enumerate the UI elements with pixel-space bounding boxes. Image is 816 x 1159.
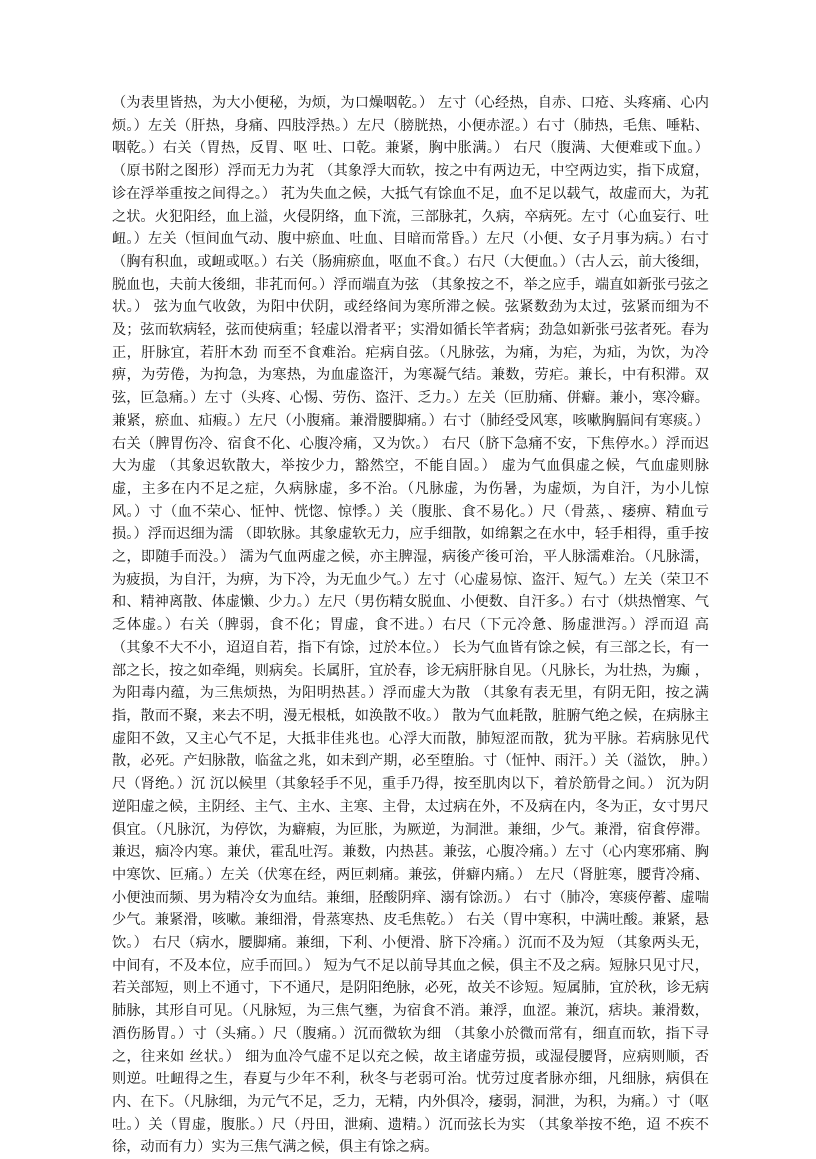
body-paragraph: （为表里皆热，为大小便秘，为烦，为口燥咽乾。） 左寸（心经热，自赤、口疮、头疼痛、心内烦。）左关（肝热，身痛、四肢浮热。）左尺（膀胱热，小便赤涩。）右寸（肺热，毛焦、唾粘、咽乾。）右关（胃热，反胃、呕 吐、口乾。兼紧，胸中胀满。） 右尺（腹满、大便难或下血。） （原书附之图形）浮而无力为芤 （其象浮大而软，按之中有两边无，中空两边实，指下成窟，诊在浮举重按之间得之。） 芤为失血之候，大抵气有馀血不足，血不足以载气，故虚而大，为芤之状。火犯阳经，血上溢，火侵阴络，血下流，三部脉芤，久病，卒病死。左寸（心血妄行、吐衄。）左关（恒间血气动、腹中瘀血、吐血、目暗而常昏。）左尺（小便、女子月事为病。）右寸（胸有积血，或衄或呕。）右关（肠痈瘀血，呕血不食。）右尺（大便血。）（古人云，前大後细，脱血也，夫前大後细，非芤而何。）浮而端直为弦 （其象按之不，举之应手，端直如新张弓弦之状。） 弦为血气收敛，为阳中伏阴，或经络间为寒所滞之候。弦紧数劲为太过，弦紧而细为不及；弦而软病轻，弦而使病重；轻虚以滑者平；实滑如循长竿者病；劲急如新张弓弦者死。春为正，肝脉宜，若肝木劲 而至不食难治。疟病自弦。（凡脉弦，为痛，为疟，为疝，为饮，为冷痹，为劳倦，为拘急，为寒热，为血虚盗汗，为寒凝气结。兼数，劳疟。兼长，中有积滞。双弦，叵急痛。）左寸（头疼、心惕、劳伤、盗汗、乏力。）左关（叵肋痛、併癖。兼小，寒冷癖。兼紧，瘀血、疝瘕。）左尺（小腹痛。兼滑腰脚痛。）右寸（肺经受风寒，咳嗽胸膈间有寒痰。）右关（脾胃伤冷、宿食不化、心腹冷痛，又为饮。） 右尺（脐下急痛不安，下焦停水。）浮而迟大为虚 （其象迟软散大，举按少力，豁然空，不能自固。） 虚为气血俱虚之候，气血虚则脉虚，主多在内不足之症，久病脉虚，多不治。（凡脉虚，为伤暑，为虚烦，为自汗，为小儿惊风。）寸（血不荣心、怔忡、恍惚、惊悸。）关（腹胀、食不易化。）尺（骨蒸，、痿痹、精血亏损。）浮而迟细为濡 （即软脉。其象虚软无力，应手细散，如绵絮之在水中，轻手相得，重手按之，即随手而没。） 濡为气血两虚之候，亦主脾湿，病後产後可治，平人脉濡难治。（凡脉濡，为疲损，为自汗，为痹，为下冷，为无血少气。）左寸（心虚易惊、盗汗、短气。）左关（荣卫不和、精神离散、体虚懒、少力。）左尺（男伤精女脱血、小便数、自汗多。）右寸（烘热憎寒、气乏体虚。）右关（脾弱，食不化；胃虚，食不进。）右尺（下元冷惫、肠虚泄泻。）浮而迢 高 （其象不大不小，迢迢自若，指下有馀，过於本位。） 长为气血皆有馀之候，有三部之长，有一部之长，按之如牵绳，则病矣。长属肝，宜於春，诊无病肝脉自见。（凡脉长，为壮热，为癫 ，为阳毒内蕴，为三焦烦热，为阳明热甚。）浮而虚大为散 （其象有表无里，有阴无阳，按之满指，散而不聚，来去不明，漫无根柢，如涣散不收。） 散为气血耗散，脏腑气绝之候，在病脉主虚阳不敛，又主心气不足，大抵非佳兆也。心浮大而散，肺短涩而散，犹为平脉。若病脉见代散，必死。产妇脉散，临盆之兆，如未到产期，必至堕胎。寸（怔忡、雨汗。）关（溢饮， 肿。）尺（肾绝。）沉 沉以候里（其象轻手不见，重手乃得，按至肌肉以下，着於筋骨之间。） 沉为阴逆阳虚之候，主阴经、主气、主水、主寒、主骨，太过病在外，不及病在内，冬为正，女寸男尺俱宜。（凡脉沉，为停饮，为癖瘕，为叵胀，为厥逆，为洞泄。兼细，少气。兼滑，宿食停滞。兼迟，痼冷内寒。兼伏，霍乱吐泻。兼数，内热甚。兼弦，心腹冷痛。）左寸（心内寒邪痛、胸中寒饮、叵痛。）左关（伏寒在经，两叵刺痛。兼弦，併癖内痛。） 左尺（肾脏寒，腰背冷痛、小便浊而频、男为精冷女为血结。兼细，胫酸阴痒、溺有馀沥。） 右寸（肺冷，寒痰停蓄、虚喘少气。兼紧滑，咳嗽。兼细滑，骨蒸寒热、皮毛焦乾。） 右关（胃中寒积，中满吐酸。兼紧，悬饮。） 右尺（病水，腰脚痛。兼细，下利、小便滑、脐下冷痛。）沉而不及为短 （其象两头无，中间有，不及本位，应手而回。） 短为气不足以前导其血之候，俱主不及之病。短脉只见寸尺，若关部短，则上不通寸，下不通尺，是阴阳绝脉，必死，故关不诊短。短属肺，宜於秋，诊无病肺脉，其形自可见。（凡脉短，为三焦气壅，为宿食不消。兼浮，血涩。兼沉，痞块。兼滑数，酒伤肠胃。）寸（头痛。）尺（腹痛。）沉而微软为细 （其象小於微而常有，细直而软，指下寻之，往来如 丝状。） 细为血冷气虚不足以充之候，故主诸虚劳损，或湿侵腰肾，应病则顺，否则逆。吐衄得之生，春夏与少年不利，秋冬与老弱可治。忧劳过度者脉亦细，凡细脉，病俱在内、在下。（凡脉细，为元气不足，乏力，无精，内外俱冷，痿弱，洞泄，为积，为痛。）寸（呕吐。）关（胃虚，腹胀。）尺（丹田，泄痢、遗精。）沉而弦长为实 （其象举按不绝，迢 不疾不徐，动而有力）实为三焦气满之候，俱主有馀之病。	[112, 95, 714, 1156]
document-page	[112, 92, 714, 1159]
